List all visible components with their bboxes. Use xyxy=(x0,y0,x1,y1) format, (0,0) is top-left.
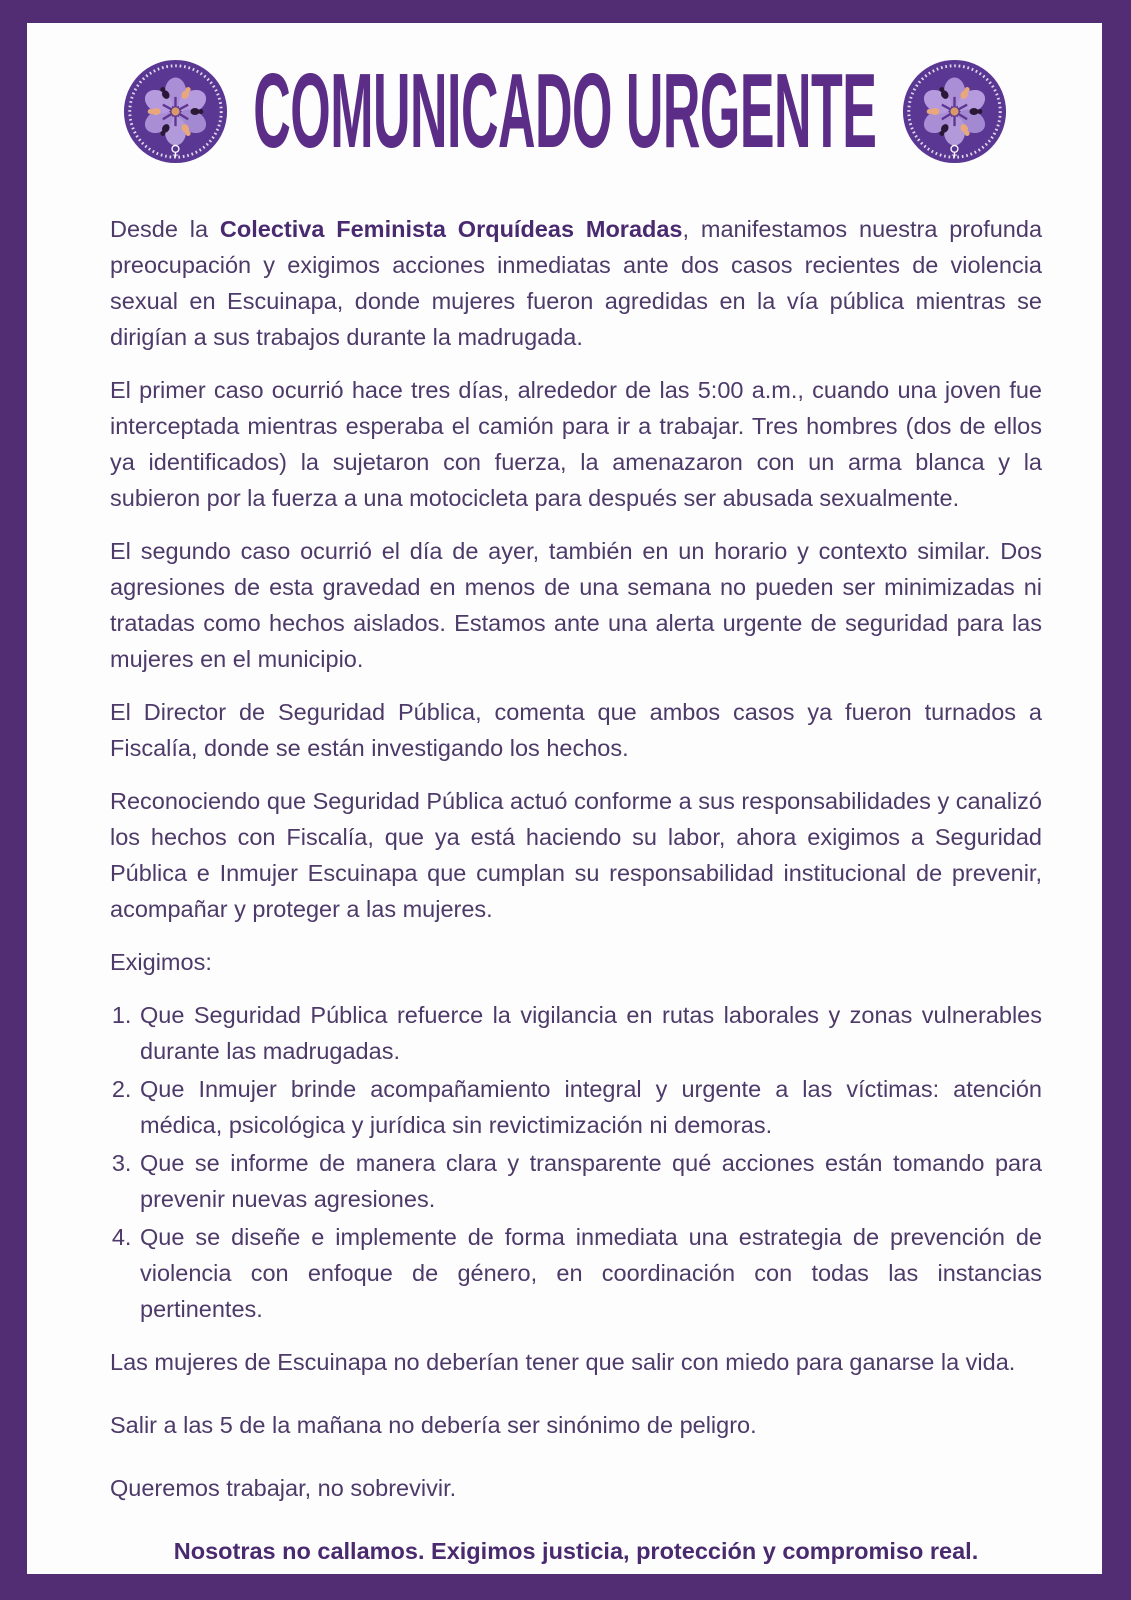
collective-name: Colectiva Feminista Orquídeas Moradas xyxy=(219,216,683,242)
footer-statement: Nosotras no callamos. Exigimos justicia, protección y compromiso real. xyxy=(173,1538,979,1564)
title-wrap xyxy=(233,52,897,170)
paragraph-security-director: El Director de Seguridad Pública, comenta que ambos casos ya fueron turnados a Fiscalía, donde se están investigando los hechos. xyxy=(110,699,1042,761)
flower-center xyxy=(171,107,179,115)
female-symbol-icon: ♀ xyxy=(169,141,181,159)
orchid-logo-right xyxy=(901,58,1008,165)
closing-line-3: Queremos trabajar, no sobrevivir. xyxy=(110,1475,457,1501)
demands-heading: Exigimos: xyxy=(110,949,212,975)
demand-item-4: 4. Que se diseñe e implemente de forma inmediata una estrategia de prevención de violencia con enfoque de género, en coordinación con todas las instancias pertinentes. xyxy=(138,1219,1042,1327)
closing-line-1: Las mujeres de Escuinapa no deberían tener que salir con miedo para ganarse la vida. xyxy=(110,1349,1016,1375)
intro-text-rest: , manifestamos nuestra profunda preocupación y exigimos acciones inmediatas ante dos casos recientes de violencia sexual en Escuinapa, donde mujeres fueron agredidas en la vía pública mientras se dirigían a sus trabajos durante la madrugada. xyxy=(110,216,1043,350)
intro-text-pre: Desde la xyxy=(110,216,220,242)
page-title: COMUNICADO URGENTE xyxy=(252,52,877,170)
closing-line-2: Salir a las 5 de la mañana no debería ser sinónimo de peligro. xyxy=(110,1412,757,1438)
paragraph-acknowledgement: Reconociendo que Seguridad Pública actuó conforme a sus responsabilidades y canalizó los hechos con Fiscalía, que ya está haciendo su labor, ahora exigimos a Seguridad Pública e Inmujer Escuinapa que cumplan su responsabilidad institucional de prevenir, acompañar y proteger a las mujeres. xyxy=(110,788,1042,922)
demand-item-1: 1. Que Seguridad Pública refuerce la vigilancia en rutas laborales y zonas vulnerables durante las madrugadas. xyxy=(138,997,1042,1069)
header xyxy=(37,52,1092,170)
demand-item-2: 2. Que Inmujer brinde acompañamiento integral y urgente a las víctimas: atención médica, psicológica y jurídica sin revictimización ni demoras. xyxy=(138,1071,1042,1143)
paragraph-second-case: El segundo caso ocurrió el día de ayer, también en un horario y contexto similar. Dos agresiones de esta gravedad en menos de una semana no pueden ser minimizadas ni tratadas como hechos aislados. Estamos ante una alerta urgente de seguridad para las mujeres en el municipio. xyxy=(110,538,1042,672)
demand-item-3: 3. Que se informe de manera clara y transparente qué acciones están tomando para prevenir nuevas agresiones. xyxy=(138,1145,1042,1217)
flower-center xyxy=(950,107,958,115)
female-symbol-icon: ♀ xyxy=(948,141,960,159)
document-body xyxy=(27,211,1102,1569)
intro-paragraph xyxy=(110,211,1042,355)
paragraph-first-case: El primer caso ocurrió hace tres días, alrededor de las 5:00 a.m., cuando una joven fue interceptada mientras esperaba el camión para ir a trabajar. Tres hombres (dos de ellos ya identificados) la sujetaron con fuerza, la amenazaron con un arma blanca y la subieron por la fuerza a una motocicleta para después ser abusada sexualmente. xyxy=(110,377,1042,511)
orchid-logo-left xyxy=(122,58,229,165)
demands-list xyxy=(110,997,1042,1327)
